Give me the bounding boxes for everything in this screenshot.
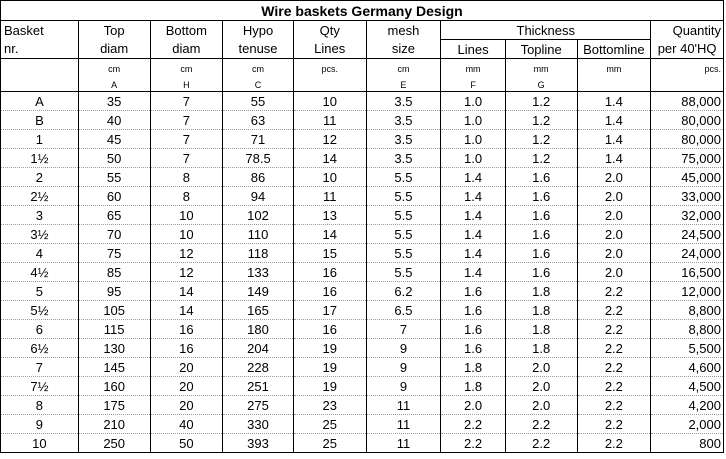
cell-lines-thickness: 1.4 (441, 244, 506, 263)
cell-bottomline-thickness: 2.0 (577, 244, 651, 263)
cell-mesh-size: 3.5 (366, 92, 441, 111)
cell-basket-nr: 4½ (1, 263, 79, 282)
cell-mesh-size: 9 (366, 339, 441, 358)
header-basket: Basket (1, 21, 79, 40)
cell-mesh-size: 3.5 (366, 111, 441, 130)
cell-basket-nr: A (1, 92, 79, 111)
table-row (1, 320, 724, 339)
header-quantity-sub: per 40'HQ (651, 40, 724, 59)
cell-qty-lines: 19 (293, 339, 366, 358)
unit-basket (1, 59, 79, 80)
unit-bottomline: mm (577, 59, 651, 80)
table-row (1, 92, 724, 111)
cell-top-diam: 45 (78, 130, 150, 149)
cell-bottom-diam: 20 (150, 396, 223, 415)
table-row (1, 377, 724, 396)
cell-bottomline-thickness: 1.4 (577, 149, 651, 168)
cell-bottomline-thickness: 2.0 (577, 263, 651, 282)
header-row-1 (1, 21, 724, 40)
table-row (1, 149, 724, 168)
cell-bottom-diam: 8 (150, 168, 223, 187)
cell-basket-nr: 6 (1, 320, 79, 339)
cell-basket-nr: 2½ (1, 187, 79, 206)
header-qty-sub: Lines (293, 40, 366, 59)
cell-hypotenuse: 86 (223, 168, 294, 187)
cell-topline-thickness: 1.6 (505, 263, 577, 282)
cell-top-diam: 250 (78, 434, 150, 453)
header-quantity: Quantity (651, 21, 724, 40)
cell-basket-nr: 3 (1, 206, 79, 225)
cell-lines-thickness: 1.4 (441, 187, 506, 206)
cell-qty-lines: 19 (293, 358, 366, 377)
cell-top-diam: 115 (78, 320, 150, 339)
cell-qty-lines: 14 (293, 149, 366, 168)
unit-mesh: cm (366, 59, 441, 80)
cell-hypotenuse: 63 (223, 111, 294, 130)
cell-mesh-size: 3.5 (366, 149, 441, 168)
table-row (1, 434, 724, 453)
cell-top-diam: 65 (78, 206, 150, 225)
unit-hypo: cm (223, 59, 294, 80)
cell-top-diam: 60 (78, 187, 150, 206)
cell-lines-thickness: 1.0 (441, 111, 506, 130)
cell-quantity: 24,500 (651, 225, 724, 244)
header-bottomline: Bottomline (577, 40, 651, 59)
cell-bottom-diam: 12 (150, 263, 223, 282)
cell-bottom-diam: 7 (150, 130, 223, 149)
cell-mesh-size: 9 (366, 358, 441, 377)
cell-top-diam: 130 (78, 339, 150, 358)
code-topline: G (505, 79, 577, 92)
header-lines: Lines (441, 40, 506, 59)
cell-lines-thickness: 1.0 (441, 130, 506, 149)
cell-bottomline-thickness: 2.0 (577, 225, 651, 244)
cell-qty-lines: 16 (293, 282, 366, 301)
cell-bottomline-thickness: 2.2 (577, 396, 651, 415)
cell-topline-thickness: 1.8 (505, 339, 577, 358)
cell-bottomline-thickness: 2.2 (577, 358, 651, 377)
header-topline: Topline (505, 40, 577, 59)
unit-lines: mm (441, 59, 506, 80)
cell-mesh-size: 5.5 (366, 225, 441, 244)
header-top: Top (78, 21, 150, 40)
cell-hypotenuse: 118 (223, 244, 294, 263)
cell-qty-lines: 10 (293, 92, 366, 111)
table-row (1, 415, 724, 434)
cell-hypotenuse: 393 (223, 434, 294, 453)
cell-quantity: 32,000 (651, 206, 724, 225)
unit-topline: mm (505, 59, 577, 80)
cell-top-diam: 175 (78, 396, 150, 415)
cell-mesh-size: 5.5 (366, 206, 441, 225)
unit-quantity: pcs. (651, 59, 724, 80)
cell-bottom-diam: 7 (150, 92, 223, 111)
cell-topline-thickness: 2.0 (505, 396, 577, 415)
cell-lines-thickness: 2.2 (441, 415, 506, 434)
table-row (1, 339, 724, 358)
cell-basket-nr: 6½ (1, 339, 79, 358)
cell-quantity: 12,000 (651, 282, 724, 301)
cell-top-diam: 105 (78, 301, 150, 320)
header-hypo: Hypo (223, 21, 294, 40)
cell-top-diam: 75 (78, 244, 150, 263)
cell-topline-thickness: 1.6 (505, 225, 577, 244)
cell-bottom-diam: 12 (150, 244, 223, 263)
cell-top-diam: 210 (78, 415, 150, 434)
cell-bottomline-thickness: 2.2 (577, 339, 651, 358)
cell-hypotenuse: 165 (223, 301, 294, 320)
table-row (1, 130, 724, 149)
header-basket-sub: nr. (1, 40, 79, 59)
header-qty: Qty (293, 21, 366, 40)
cell-qty-lines: 12 (293, 130, 366, 149)
cell-topline-thickness: 1.8 (505, 301, 577, 320)
cell-qty-lines: 23 (293, 396, 366, 415)
code-lines: F (441, 79, 506, 92)
cell-top-diam: 35 (78, 92, 150, 111)
cell-mesh-size: 5.5 (366, 263, 441, 282)
cell-lines-thickness: 1.6 (441, 320, 506, 339)
cell-mesh-size: 5.5 (366, 244, 441, 263)
cell-lines-thickness: 1.6 (441, 282, 506, 301)
cell-quantity: 8,800 (651, 301, 724, 320)
cell-quantity: 4,600 (651, 358, 724, 377)
cell-topline-thickness: 1.6 (505, 244, 577, 263)
cell-quantity: 45,000 (651, 168, 724, 187)
cell-bottom-diam: 50 (150, 434, 223, 453)
cell-bottom-diam: 7 (150, 111, 223, 130)
cell-quantity: 80,000 (651, 130, 724, 149)
cell-hypotenuse: 228 (223, 358, 294, 377)
cell-topline-thickness: 1.2 (505, 130, 577, 149)
cell-bottomline-thickness: 2.2 (577, 282, 651, 301)
table-row (1, 396, 724, 415)
cell-qty-lines: 10 (293, 168, 366, 187)
cell-topline-thickness: 2.0 (505, 358, 577, 377)
cell-topline-thickness: 1.6 (505, 187, 577, 206)
cell-hypotenuse: 110 (223, 225, 294, 244)
cell-qty-lines: 16 (293, 320, 366, 339)
cell-basket-nr: 9 (1, 415, 79, 434)
code-hypo: C (223, 79, 294, 92)
cell-lines-thickness: 1.0 (441, 92, 506, 111)
cell-quantity: 5,500 (651, 339, 724, 358)
cell-qty-lines: 14 (293, 225, 366, 244)
header-bottom: Bottom (150, 21, 223, 40)
code-mesh: E (366, 79, 441, 92)
cell-hypotenuse: 180 (223, 320, 294, 339)
cell-bottomline-thickness: 2.2 (577, 301, 651, 320)
table-row (1, 244, 724, 263)
table-row (1, 358, 724, 377)
cell-qty-lines: 11 (293, 187, 366, 206)
cell-qty-lines: 25 (293, 434, 366, 453)
cell-quantity: 80,000 (651, 111, 724, 130)
cell-bottom-diam: 7 (150, 149, 223, 168)
cell-bottomline-thickness: 2.2 (577, 377, 651, 396)
cell-hypotenuse: 149 (223, 282, 294, 301)
cell-topline-thickness: 1.2 (505, 149, 577, 168)
cell-bottom-diam: 10 (150, 206, 223, 225)
cell-lines-thickness: 1.6 (441, 301, 506, 320)
cell-bottom-diam: 14 (150, 301, 223, 320)
table-row (1, 168, 724, 187)
cell-topline-thickness: 2.0 (505, 377, 577, 396)
cell-hypotenuse: 330 (223, 415, 294, 434)
cell-qty-lines: 25 (293, 415, 366, 434)
cell-top-diam: 145 (78, 358, 150, 377)
header-codes-row (1, 79, 724, 92)
cell-top-diam: 40 (78, 111, 150, 130)
header-mesh-sub: size (366, 40, 441, 59)
cell-top-diam: 85 (78, 263, 150, 282)
unit-qty: pcs. (293, 59, 366, 80)
code-quantity (651, 79, 724, 92)
cell-quantity: 800 (651, 434, 724, 453)
cell-mesh-size: 11 (366, 415, 441, 434)
cell-topline-thickness: 1.2 (505, 92, 577, 111)
cell-bottom-diam: 16 (150, 320, 223, 339)
cell-qty-lines: 16 (293, 263, 366, 282)
header-top-sub: diam (78, 40, 150, 59)
cell-topline-thickness: 1.6 (505, 206, 577, 225)
table-row (1, 225, 724, 244)
cell-mesh-size: 9 (366, 377, 441, 396)
cell-bottom-diam: 20 (150, 377, 223, 396)
cell-quantity: 16,500 (651, 263, 724, 282)
table-row (1, 187, 724, 206)
cell-top-diam: 50 (78, 149, 150, 168)
cell-top-diam: 55 (78, 168, 150, 187)
unit-bottom: cm (150, 59, 223, 80)
header-row-2 (1, 40, 724, 59)
header-units-row (1, 59, 724, 80)
cell-bottomline-thickness: 2.2 (577, 415, 651, 434)
cell-hypotenuse: 94 (223, 187, 294, 206)
cell-basket-nr: 8 (1, 396, 79, 415)
table-row (1, 282, 724, 301)
cell-topline-thickness: 1.8 (505, 320, 577, 339)
code-basket (1, 79, 79, 92)
cell-basket-nr: 10 (1, 434, 79, 453)
cell-basket-nr: 1 (1, 130, 79, 149)
cell-mesh-size: 5.5 (366, 187, 441, 206)
cell-basket-nr: 5 (1, 282, 79, 301)
cell-top-diam: 95 (78, 282, 150, 301)
cell-bottomline-thickness: 1.4 (577, 111, 651, 130)
header-thickness: Thickness (441, 21, 651, 40)
cell-hypotenuse: 133 (223, 263, 294, 282)
cell-bottomline-thickness: 2.0 (577, 168, 651, 187)
table-row (1, 301, 724, 320)
cell-quantity: 33,000 (651, 187, 724, 206)
cell-hypotenuse: 204 (223, 339, 294, 358)
cell-hypotenuse: 102 (223, 206, 294, 225)
cell-mesh-size: 6.5 (366, 301, 441, 320)
cell-bottomline-thickness: 2.2 (577, 434, 651, 453)
cell-topline-thickness: 1.6 (505, 168, 577, 187)
cell-lines-thickness: 1.0 (441, 149, 506, 168)
header-hypo-sub: tenuse (223, 40, 294, 59)
header-mesh: mesh (366, 21, 441, 40)
cell-lines-thickness: 2.0 (441, 396, 506, 415)
code-bottomline (577, 79, 651, 92)
cell-qty-lines: 19 (293, 377, 366, 396)
cell-basket-nr: 1½ (1, 149, 79, 168)
cell-basket-nr: 5½ (1, 301, 79, 320)
cell-mesh-size: 11 (366, 434, 441, 453)
cell-bottomline-thickness: 1.4 (577, 92, 651, 111)
cell-basket-nr: 4 (1, 244, 79, 263)
cell-lines-thickness: 1.4 (441, 225, 506, 244)
code-qty (293, 79, 366, 92)
cell-qty-lines: 15 (293, 244, 366, 263)
cell-bottom-diam: 16 (150, 339, 223, 358)
cell-quantity: 2,000 (651, 415, 724, 434)
cell-mesh-size: 11 (366, 396, 441, 415)
table-title: Wire baskets Germany Design (1, 1, 724, 21)
cell-lines-thickness: 1.4 (441, 263, 506, 282)
cell-basket-nr: 3½ (1, 225, 79, 244)
cell-bottomline-thickness: 2.2 (577, 320, 651, 339)
cell-bottom-diam: 20 (150, 358, 223, 377)
table-row (1, 206, 724, 225)
cell-qty-lines: 17 (293, 301, 366, 320)
cell-bottomline-thickness: 2.0 (577, 206, 651, 225)
cell-qty-lines: 13 (293, 206, 366, 225)
title-row (1, 1, 724, 21)
cell-qty-lines: 11 (293, 111, 366, 130)
cell-top-diam: 160 (78, 377, 150, 396)
cell-quantity: 4,500 (651, 377, 724, 396)
cell-lines-thickness: 1.4 (441, 206, 506, 225)
cell-bottomline-thickness: 1.4 (577, 130, 651, 149)
cell-bottom-diam: 14 (150, 282, 223, 301)
cell-quantity: 75,000 (651, 149, 724, 168)
cell-quantity: 24,000 (651, 244, 724, 263)
cell-lines-thickness: 1.8 (441, 358, 506, 377)
cell-mesh-size: 7 (366, 320, 441, 339)
cell-topline-thickness: 2.2 (505, 415, 577, 434)
cell-hypotenuse: 251 (223, 377, 294, 396)
header-bottom-sub: diam (150, 40, 223, 59)
cell-basket-nr: B (1, 111, 79, 130)
cell-mesh-size: 6.2 (366, 282, 441, 301)
cell-topline-thickness: 1.8 (505, 282, 577, 301)
cell-topline-thickness: 2.2 (505, 434, 577, 453)
cell-hypotenuse: 55 (223, 92, 294, 111)
cell-hypotenuse: 78.5 (223, 149, 294, 168)
cell-bottom-diam: 10 (150, 225, 223, 244)
cell-mesh-size: 5.5 (366, 168, 441, 187)
table-row (1, 263, 724, 282)
code-bottom: H (150, 79, 223, 92)
table-row (1, 111, 724, 130)
cell-lines-thickness: 1.6 (441, 339, 506, 358)
cell-quantity: 4,200 (651, 396, 724, 415)
cell-topline-thickness: 1.2 (505, 111, 577, 130)
cell-lines-thickness: 2.2 (441, 434, 506, 453)
cell-mesh-size: 3.5 (366, 130, 441, 149)
cell-basket-nr: 7 (1, 358, 79, 377)
cell-lines-thickness: 1.8 (441, 377, 506, 396)
cell-bottom-diam: 8 (150, 187, 223, 206)
code-top: A (78, 79, 150, 92)
cell-quantity: 8,800 (651, 320, 724, 339)
cell-hypotenuse: 275 (223, 396, 294, 415)
cell-top-diam: 70 (78, 225, 150, 244)
cell-basket-nr: 7½ (1, 377, 79, 396)
cell-hypotenuse: 71 (223, 130, 294, 149)
unit-top: cm (78, 59, 150, 80)
cell-bottom-diam: 40 (150, 415, 223, 434)
cell-bottomline-thickness: 2.0 (577, 187, 651, 206)
cell-quantity: 88,000 (651, 92, 724, 111)
cell-lines-thickness: 1.4 (441, 168, 506, 187)
cell-basket-nr: 2 (1, 168, 79, 187)
